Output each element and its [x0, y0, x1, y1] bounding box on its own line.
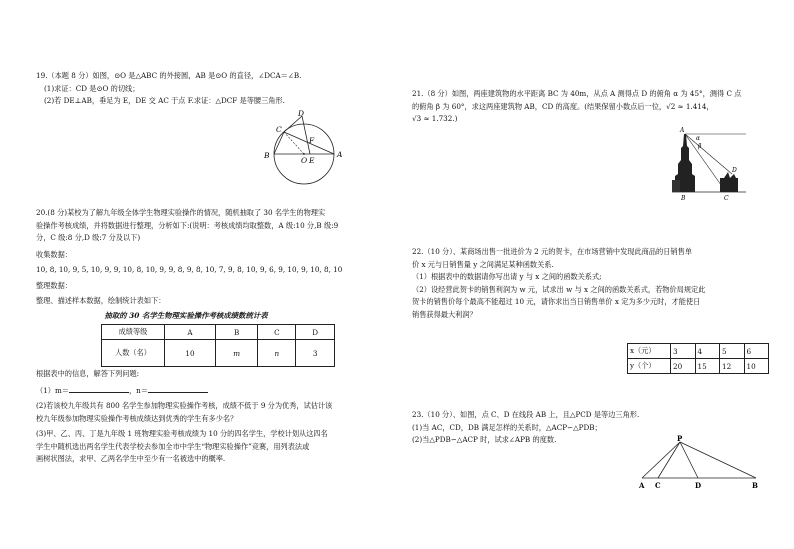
q23-triangle-figure — [630, 434, 762, 492]
table-cell: 15 — [695, 359, 720, 374]
q22-sub2-line1: （2）设经营此贺卡的销售利润为 w 元，试求出 w 与 x 之间的函数关系式，若物价局规定此 — [412, 284, 706, 294]
table-cell: C — [258, 325, 296, 340]
q20-line2: 验操作考核成绩，并将数据进行整理，分析如下:(说明：考核成绩均取整数，A 级:10 分,B 级:9 — [36, 220, 339, 230]
q19-part2: (2)若 DE⊥AB，垂足为 E，DE 交 AC 于点 F.求证：△DCF 是等腰三角形. — [44, 96, 285, 105]
segment-pd — [680, 442, 698, 478]
sub1-m-label: m＝ — [54, 385, 69, 395]
q21-line3: √3 ≈ 1.732.) — [412, 114, 458, 123]
q20-sub1 — [36, 384, 386, 398]
label-c: C — [655, 481, 661, 490]
table-cell: x（元） — [628, 344, 671, 359]
q22-sub2-line3: 销售获得最大利润？ — [412, 309, 477, 319]
table-cell: A — [165, 325, 216, 340]
segment-pb — [680, 442, 756, 478]
table-cell: 5 — [720, 344, 745, 359]
left-column — [36, 70, 386, 108]
table-cell: y（个） — [628, 359, 671, 374]
table-cell: 成绩等级 — [102, 325, 165, 340]
center-dot — [303, 153, 305, 155]
q20-data-line: 10, 8, 10, 9, 5, 10, 9, 9, 10, 8, 10, 9, 9, 8, 9, 8, 10, 7, 9, 8, 10, 9, 6, 9, 10, 9, 10, 8, 10 — [36, 265, 343, 274]
table-cell: 6 — [744, 344, 769, 359]
label-e: E — [309, 156, 315, 165]
table-cell: D — [296, 325, 335, 340]
label-a: A — [337, 150, 343, 159]
q22-line1: 22.（10 分）、某商场出售一批进价为 2 元的贺卡，在市场营销中发现此商品的日销售单 — [412, 247, 692, 256]
q23-line2: (1)当 AC，CD，DB 满足怎样的关系时，△ACP∽△PDB； — [412, 422, 602, 432]
table-row — [628, 344, 769, 359]
table-cell: 3 — [296, 340, 335, 367]
q20-table-title: 抽取的 30 名学生物理实验操作考核成绩数统计表 — [104, 310, 268, 320]
q20-questions — [36, 368, 386, 466]
q20-sub3-line1: (3)甲、乙、丙、丁是九年级 1 班物理实验考核成绩为 10 分的四名学生，学校计划从这四名 — [36, 429, 328, 438]
table-cell: 人数（名） — [102, 340, 165, 367]
sight-line-ad — [685, 134, 732, 174]
sub1-prefix: （1） — [36, 385, 55, 395]
label-alpha: α — [696, 135, 701, 142]
table-cell: 10 — [165, 340, 216, 367]
q20-sub3-line2: 学生中随机选出两名学生代表学校去参加全市中学生“物理实验操作”竞赛，用列表法或 — [36, 441, 310, 451]
q22-sub2-line2: 贺卡的销售价每个最高不能超过 10 元，请你求出当日销售单价 x 定为多少元时，才能使日 — [412, 297, 701, 306]
label-f: F — [309, 136, 315, 145]
q20-organize-heading: 整理数据： — [36, 280, 72, 290]
label-o: O — [301, 156, 308, 165]
label-beta: β — [698, 143, 702, 150]
q20-stats-table — [101, 324, 335, 367]
table-cell: 10 — [744, 359, 769, 374]
q23-line1: 23.（10 分）、如图，点 C、D 在线段 AB 上，且△PCD 是等边三角形. — [412, 410, 640, 419]
table-cell: m — [215, 340, 258, 367]
q20-after-table: 根据表中的信息，解答下列问题: — [36, 369, 140, 378]
q21-block — [412, 88, 777, 126]
q20-line3: 分，C 级:8 分,D 级:7 分及以下) — [36, 233, 141, 242]
q19-part1: (1)求证：CD 是⊙O 的切线； — [44, 83, 140, 93]
label-d: D — [298, 109, 305, 118]
segment-de — [302, 116, 310, 154]
table-row — [102, 340, 335, 367]
table-cell: 4 — [695, 344, 720, 359]
segment-bc — [274, 132, 284, 154]
table-row — [102, 325, 335, 340]
label-a: A — [680, 127, 685, 134]
label-b: B — [752, 481, 758, 490]
q20-sub3-line3: 画树状图法，求甲、乙两名学生中至少有一名被选中的概率. — [36, 454, 226, 463]
q19-line1: 19.（本题 8 分）如图，⊙O 是△ABC 的外接圆，AB 是⊙O 的直径，∠DCA＝∠B. — [36, 71, 302, 80]
q20-block — [36, 207, 386, 322]
q20-collect-heading: 收集数据： — [36, 249, 72, 259]
segment-oc — [284, 132, 304, 154]
table-row — [628, 359, 769, 374]
q19-circle-figure — [250, 108, 360, 188]
label-a: A — [639, 481, 645, 490]
n-answer-blank[interactable] — [148, 384, 208, 393]
q20-sub2-line2: 校九年级参加物理实验操作考核成绩达到优秀的学生有多少名？ — [36, 413, 238, 423]
table-cell: 12 — [720, 359, 745, 374]
q22-line2: 价 x 元与日销售量 y 之间满足某种函数关系. — [412, 259, 554, 269]
q20-line1: 20.(8 分)某校为了解九年级全体学生物理实验操作的情况，随机抽取了 30 名学生的物理实 — [36, 208, 326, 217]
q21-buildings-figure — [668, 126, 750, 202]
label-b: B — [264, 151, 270, 160]
table-cell: 3 — [671, 344, 696, 359]
label-d: D — [732, 167, 737, 174]
label-c: C — [724, 195, 729, 202]
q23-line3: (2)当△PDB∽△ACP 时，试求∠APB 的度数. — [412, 435, 557, 444]
q20-sub2-line1: (2)若该校九年级共有 800 名学生参加物理实验操作考核，成绩不低于 9 分为优秀，试估计该 — [36, 401, 333, 410]
q22-block — [412, 246, 782, 321]
q22-xy-table — [627, 343, 769, 374]
table-cell: B — [215, 325, 258, 340]
q22-sub1: （1）根据表中的数据请你写出请 y 与 x 之间的函数关系式; — [412, 272, 602, 281]
m-answer-blank[interactable] — [69, 384, 129, 393]
sub1-n-label: ，n＝ — [128, 385, 148, 395]
building-cd — [720, 172, 738, 192]
table-cell: n — [258, 340, 296, 367]
label-c: C — [276, 125, 282, 134]
table-cell: 20 — [671, 359, 696, 374]
label-b: B — [681, 195, 686, 202]
label-p: P — [677, 434, 683, 443]
building-ab-base — [672, 180, 680, 192]
q20-describe-heading: 整理、描述样本数据，绘制统计表如下： — [36, 296, 166, 305]
label-d: D — [695, 481, 702, 490]
q21-line1: 21.（8 分）如图，两座建筑物的水平距离 BC 为 40m，从点 A 测得点 D 的俯角 α 为 45°，测得 C 点 — [412, 89, 742, 98]
q21-line2: 的俯角 β 为 60°，求这两座建筑物 AB，CD 的高度。(结果保留小数点后一位，√2 ≈ 1.414， — [412, 101, 714, 111]
